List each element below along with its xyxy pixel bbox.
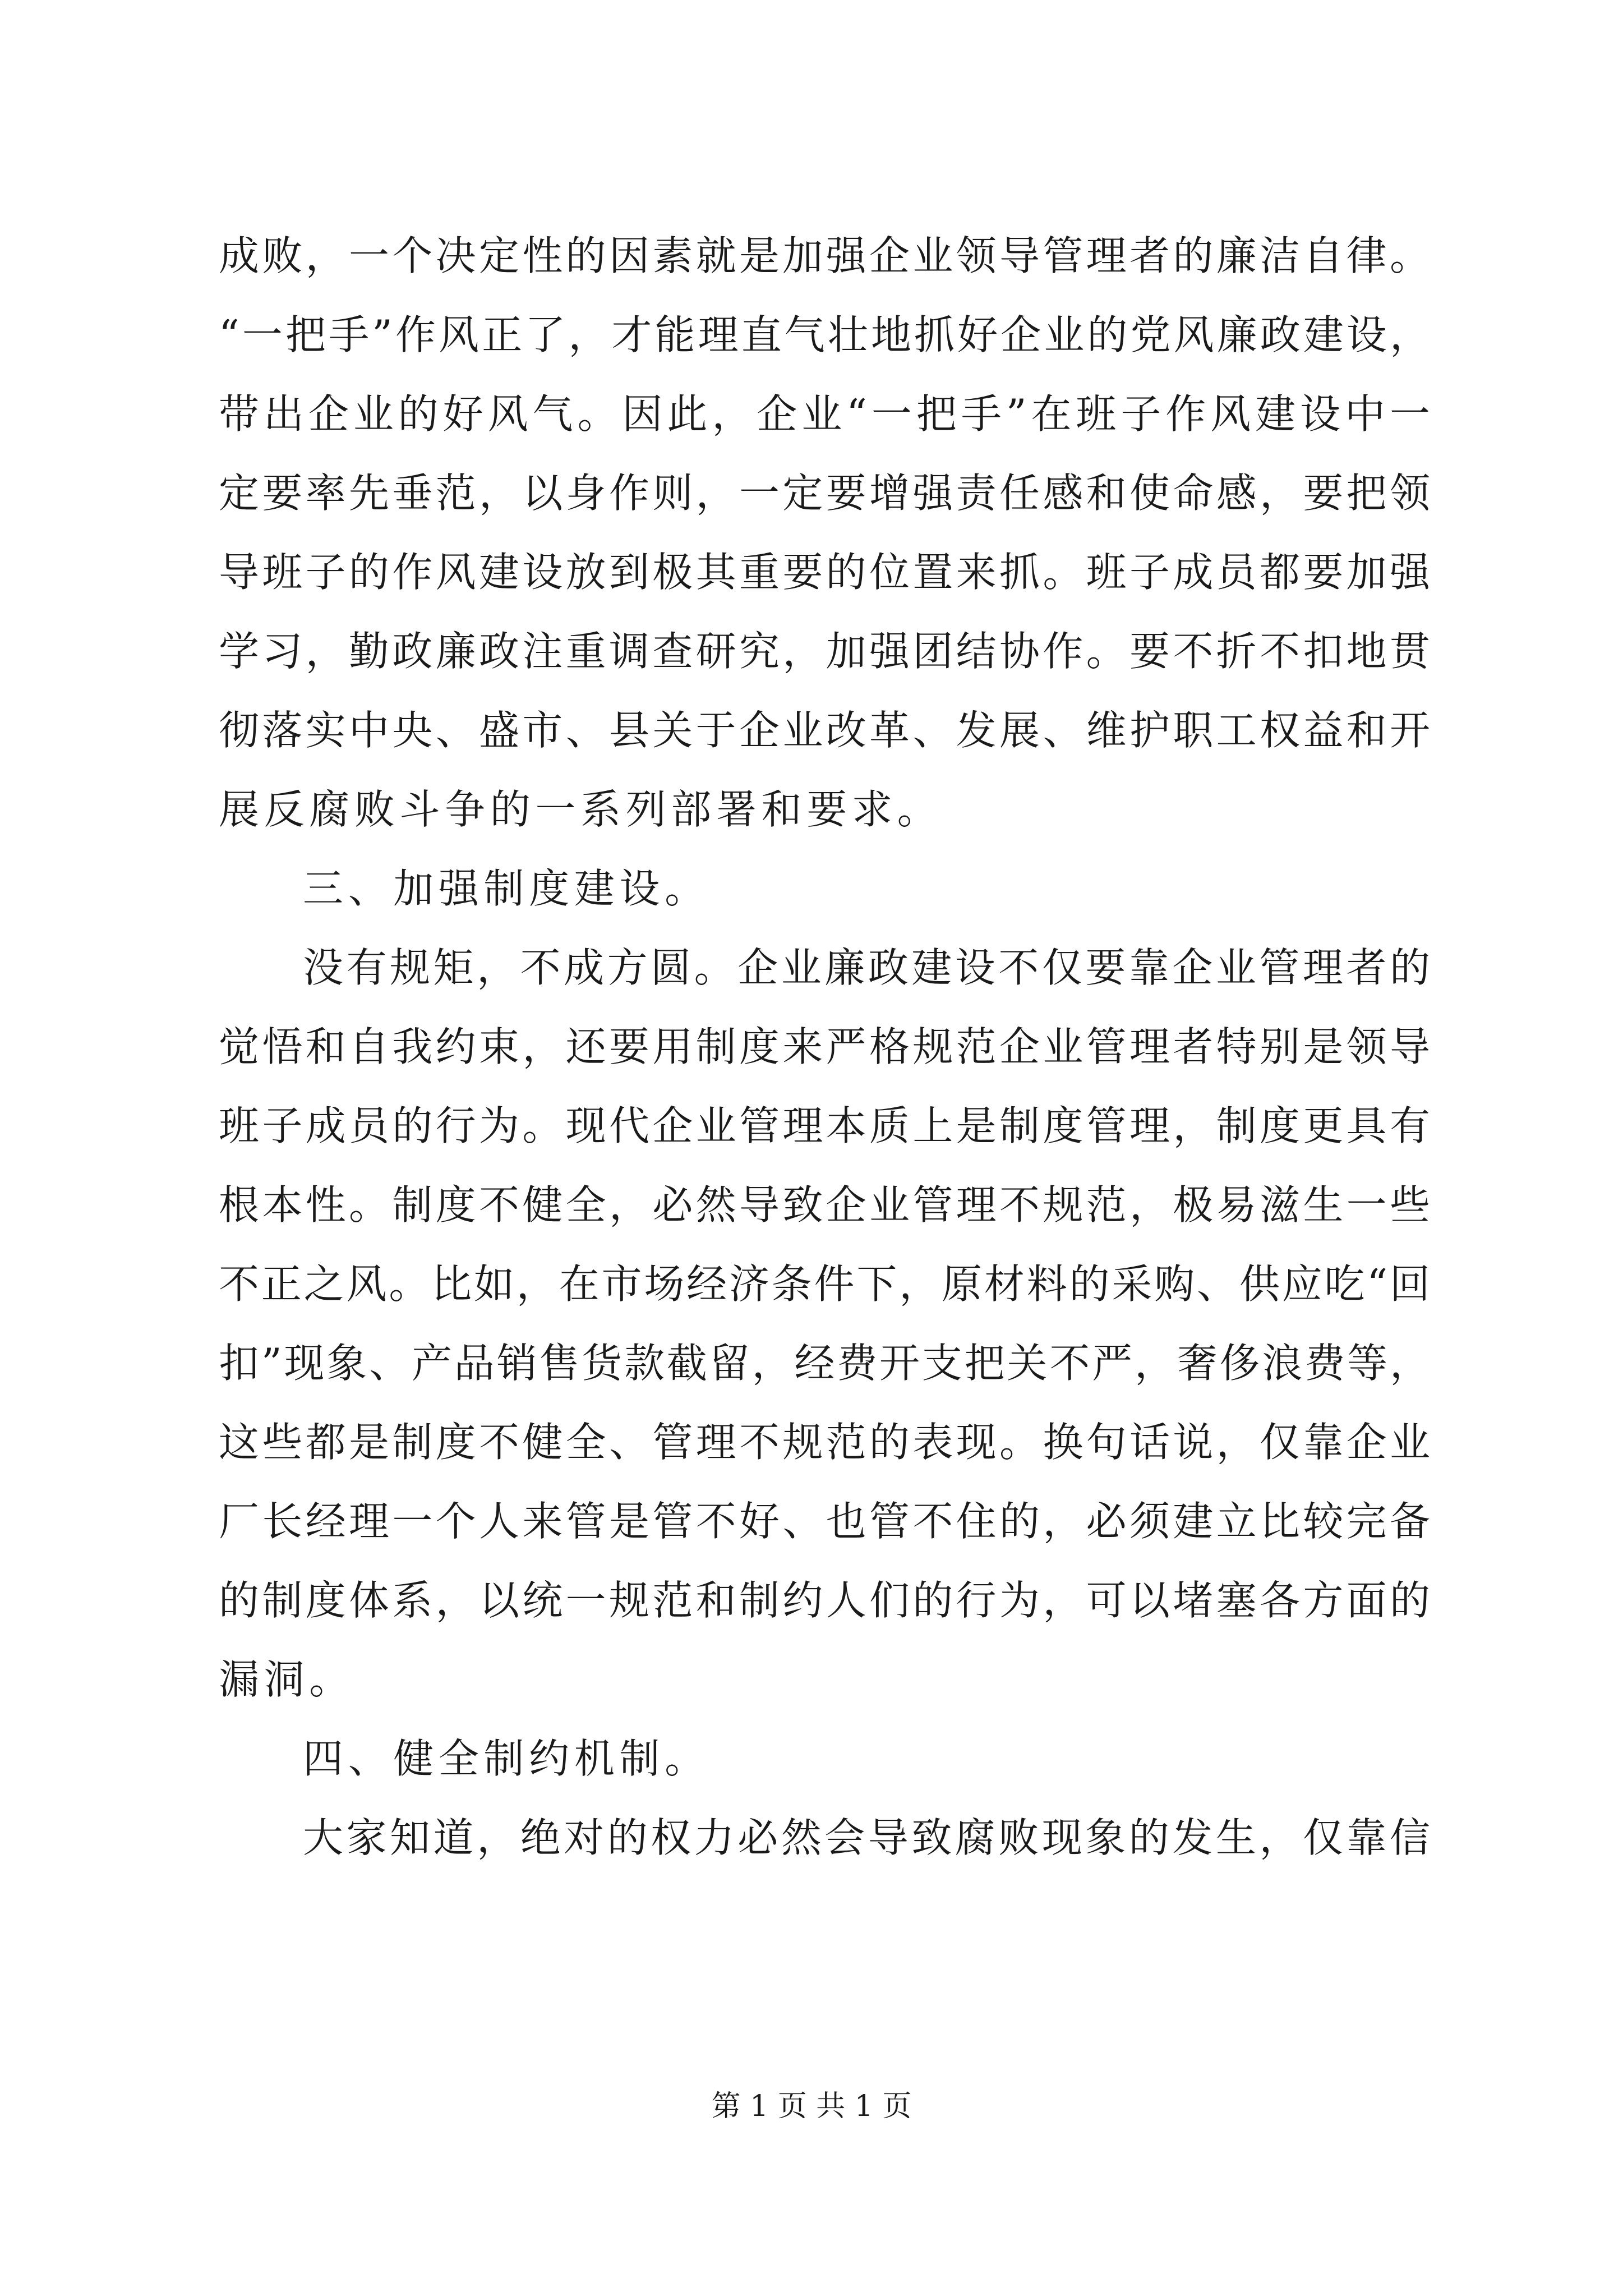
text-line: 根本性。制度不健全，必然导致企业管理不规范，极易滋生一些 [219, 1181, 1430, 1228]
text-line: 扣”现象、产品销售货款截留，经费开支把关不严，奢侈浪费等， [219, 1340, 1430, 1387]
text-line: 定要率先垂范，以身作则，一定要增强责任感和使命感，要把领 [219, 470, 1430, 517]
text-line: 学习，勤政廉政注重调查研究，加强团结协作。要不折不扣地贯 [219, 628, 1430, 675]
section-heading: 三、加强制度建设。 [303, 865, 710, 912]
text-line: 展反腐败斗争的一系列部署和要求。 [219, 786, 943, 833]
section-heading: 四、健全制约机制。 [303, 1735, 710, 1782]
text-line: 不正之风。比如，在市场经济条件下，原材料的采购、供应吃“回 [219, 1260, 1430, 1308]
text-line: 导班子的作风建设放到极其重要的位置来抓。班子成员都要加强 [219, 549, 1430, 596]
text-line: 班子成员的行为。现代企业管理本质上是制度管理，制度更具有 [219, 1102, 1430, 1149]
text-line: 彻落实中央、盛市、县关于企业改革、发展、维护职工权益和开 [219, 707, 1430, 754]
text-line: 厂长经理一个人来管是管不好、也管不住的，必须建立比较完备 [219, 1498, 1430, 1545]
text-line: 带出企业的好风气。因此，企业“一把手”在班子作风建设中一 [219, 390, 1430, 438]
document-body [219, 232, 1430, 1897]
text-line: 觉悟和自我约束，还要用制度来严格规范企业管理者特别是领导 [219, 1023, 1430, 1070]
text-line: 没有规矩，不成方圆。企业廉政建设不仅要靠企业管理者的 [303, 944, 1430, 991]
text-line: 成败，一个决定性的因素就是加强企业领导管理者的廉洁自律。 [219, 232, 1430, 279]
text-line: 的制度体系，以统一规范和制约人们的行为，可以堵塞各方面的 [219, 1577, 1430, 1624]
text-line: “一把手”作风正了，才能理直气壮地抓好企业的党风廉政建设， [219, 311, 1430, 358]
text-line: 大家知道，绝对的权力必然会导致腐败现象的发生，仅靠信 [303, 1814, 1430, 1861]
text-line: 这些都是制度不健全、管理不规范的表现。换句话说，仅靠企业 [219, 1419, 1430, 1466]
page-footer: 第 1 页 共 1 页 [711, 2090, 912, 2123]
text-line: 漏洞。 [219, 1656, 354, 1703]
